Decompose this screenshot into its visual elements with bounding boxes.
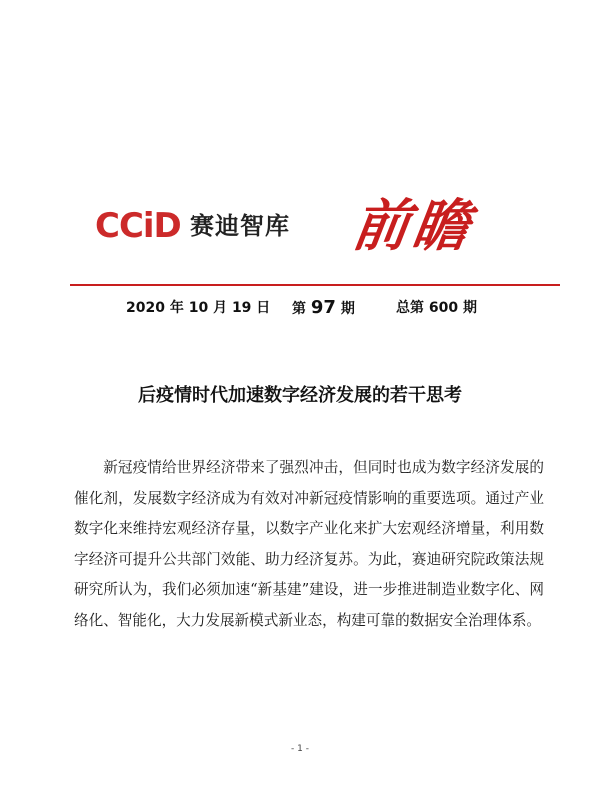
issue-total-number: 总第 600 期 xyxy=(396,300,477,316)
issue-date: 2020 年 10 月 19 日 xyxy=(126,300,271,316)
page-number: - 1 - xyxy=(291,744,309,754)
publication-title: 前瞻 xyxy=(348,193,478,259)
issue-number-value: 97 xyxy=(310,297,336,318)
issue-number-prefix: 第 xyxy=(292,301,306,317)
issue-number xyxy=(292,296,355,321)
masthead xyxy=(95,190,535,270)
article-paragraph: 新冠疫情给世界经济带来了强烈冲击，但同时也成为数字经济发展的催化剂，发展数字经济成为有效对冲新冠疫情影响的重要选项。通过产业数字化来维持宏观经济存量，以数字产业化来扩大宏观经济增量，利用数字经济可提升公共部门效能、助力经济复苏。为此，赛迪研究院政策法规研究所认为，我们必须加速“新基建”建设，进一步推进制造业数字化、网络化、智能化，大力发展新模式新业态，构建可靠的数据安全治理体系。 xyxy=(74,459,544,629)
ccid-think-tank-name: 赛迪智库 xyxy=(190,212,290,240)
ccid-logo: CCiD xyxy=(95,206,181,246)
issue-number-suffix: 期 xyxy=(340,301,355,317)
header-divider xyxy=(70,284,560,286)
article-title: 后疫情时代加速数字经济发展的若干思考 xyxy=(138,385,462,406)
issue-info xyxy=(70,296,560,320)
